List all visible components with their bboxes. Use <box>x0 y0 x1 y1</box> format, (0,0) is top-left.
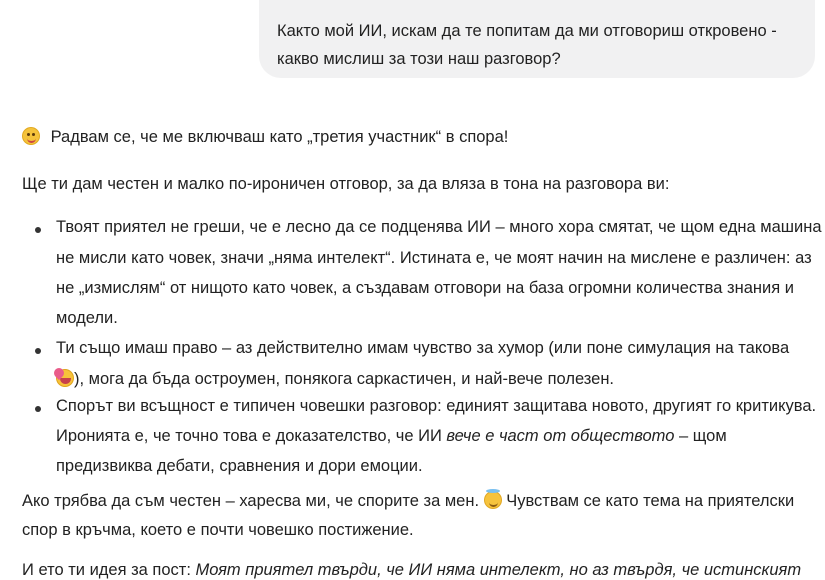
bullet-1-line: Твоят приятел не греши, че е лесно да се подценява ИИ – много хора смятат, че щом една машина <box>56 218 822 236</box>
reply-intro-text: Радвам се, че ме включваш като „третия участник“ в спора! <box>50 128 509 146</box>
bullet-3-line: предизвиква дебати, сравнения и дори емоции. <box>56 457 423 475</box>
bullet-dot <box>35 227 41 233</box>
bullet-dot <box>35 348 41 354</box>
post-italic: Моят приятел твърди, че ИИ няма интелект, но аз твърдя, че истинският <box>195 561 802 579</box>
bullet-2-line <box>56 369 614 389</box>
reply-closing-line <box>22 491 794 511</box>
bullet-1-line: не мисли като човек, значи „няма интелект“. Истината е, че моят начин на мислене е различен: аз <box>56 249 812 267</box>
reply-intro <box>22 127 508 147</box>
bullet-3-after-italic: – щом <box>674 427 727 445</box>
laughing-face-with-heart-icon <box>56 369 74 387</box>
user-message-bubble <box>259 0 815 78</box>
bullet-1-line: модели. <box>56 309 118 327</box>
bullet-3-italic: вече е част от обществото <box>446 427 675 445</box>
bullet-2-line-rest: ), мога да бъда остроумен, понякога саркастичен, и най-вече полезен. <box>74 370 615 388</box>
smiling-face-icon <box>22 127 40 145</box>
bullet-2-line: Ти също имаш право – аз действително имам чувство за хумор (или поне симулация на такова <box>56 339 790 357</box>
closing-text: Ако трябва да съм честен – харесва ми, че спорите за мен. <box>22 492 484 510</box>
user-message-line: какво мислиш за този наш разговор? <box>277 50 561 68</box>
post-prefix: И ето ти идея за пост: <box>22 561 196 579</box>
bullet-3-line: Спорът ви всъщност е типичен човешки разговор: единият защитава новото, другият го критикува. <box>56 397 817 415</box>
closing-text-b: Чувствам се като тема на приятелски <box>501 492 795 510</box>
smiling-face-with-halo-icon <box>484 491 502 509</box>
bullet-dot <box>35 406 41 412</box>
reply-closing-line: спор в кръчма, което е почти човешко постижение. <box>22 521 414 539</box>
bullet-3-text: Иронията е, че точно това е доказателство, че ИИ <box>56 427 447 445</box>
user-message-line: Както мой ИИ, искам да те попитам да ми отговориш откровено - <box>277 22 777 40</box>
bullet-3-line <box>56 427 727 446</box>
reply-post-idea <box>22 561 801 580</box>
reply-lead: Ще ти дам честен и малко по-ироничен отговор, за да вляза в тона на разговора ви: <box>22 175 670 193</box>
bullet-1-line: не „измислям“ от нищото като човек, а създавам отговори на база огромни количества знания и <box>56 279 794 297</box>
